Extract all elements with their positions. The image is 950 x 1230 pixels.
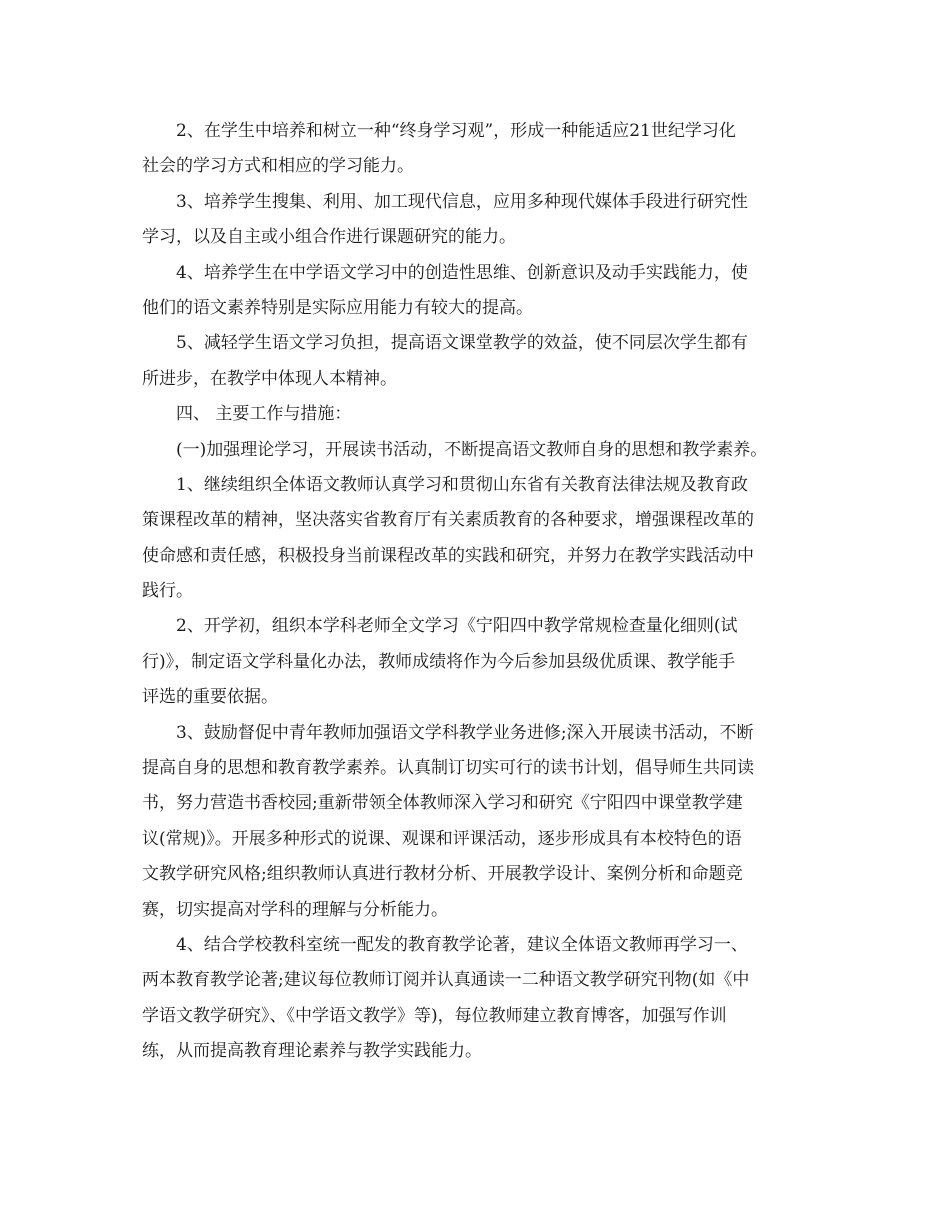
paragraph <box>142 468 814 610</box>
text-line: 文教学研究风格;组织教师认真进行教材分析、开展教学设计、案例分析和命题竞 <box>142 864 743 885</box>
text-line: 4、培养学生在中学语文学习中的创造性思维、创新意识及动手实践能力，使 <box>176 262 748 283</box>
text-line: 使命感和责任感，积极投身当前课程改革的实践和研究，并努力在教学实践活动中 <box>142 545 754 566</box>
text-line: 1、继续组织全体语文教师认真学习和贯彻山东省有关教育法律法规及教育政 <box>176 474 748 495</box>
paragraph <box>142 185 814 256</box>
paragraph <box>142 256 814 327</box>
paragraph <box>142 716 814 928</box>
text-line: 5、减轻学生语文学习负担，提高语文课堂教学的效益，使不同层次学生都有 <box>176 333 748 354</box>
text-line: 评选的重要依据。 <box>142 687 278 708</box>
text-line: (一)加强理论学习，开展读书活动，不断提高语文教师自身的思想和教学素养。 <box>176 439 768 460</box>
text-line: 书，努力营造书香校园;重新带领全体教师深入学习和研究《宁阳四中课堂教学建 <box>142 793 743 814</box>
text-line: 练，从而提高教育理论素养与教学实践能力。 <box>142 1041 482 1062</box>
text-line: 所进步，在教学中体现人本精神。 <box>142 368 397 389</box>
text-line: 提高自身的思想和教育教学素养。认真制订切实可行的读书计划，倡导师生共同读 <box>142 758 754 779</box>
paragraph <box>142 397 814 432</box>
text-line: 学习，以及自主或小组合作进行课题研究的能力。 <box>142 227 516 248</box>
paragraph <box>142 114 814 185</box>
text-line: 2、在学生中培养和树立一种“终身学习观”，形成一种能适应21世纪学习化 <box>176 121 736 141</box>
text-line: 四、 主要工作与措施： <box>176 404 352 425</box>
text-line: 策课程改革的精神，坚决落实省教育厅有关素质教育的各种要求，增强课程改革的 <box>142 510 754 531</box>
text-line: 社会的学习方式和相应的学习能力。 <box>142 156 414 177</box>
document-body <box>142 114 814 1070</box>
text-line: 赛，切实提高对学科的理解与分析能力。 <box>142 899 448 920</box>
paragraph <box>142 326 814 397</box>
text-line: 4、结合学校教科室统一配发的教育教学论著，建议全体语文教师再学习一、 <box>176 934 748 955</box>
text-line: 2、开学初，组织本学科老师全文学习《宁阳四中教学常规检查量化细则(试 <box>176 616 738 637</box>
text-line: 两本教育教学论著;建议每位教师订阅并认真通读一二种语文教学研究刊物(如《中 <box>142 970 750 991</box>
text-line: 他们的语文素养特别是实际应用能力有较大的提高。 <box>142 297 533 318</box>
paragraph <box>142 928 814 1070</box>
text-line: 行)》，制定语文学科量化办法，教师成绩将作为今后参加县级优质课、教学能手 <box>142 651 736 672</box>
text-line: 践行。 <box>142 581 193 602</box>
text-line: 3、培养学生搜集、利用、加工现代信息，应用多种现代媒体手段进行研究性 <box>176 191 748 212</box>
text-line: 学语文教学研究》、《中学语文教学》等)，每位教师建立教育博客，加强写作训 <box>142 1005 727 1026</box>
text-line: 议(常规)》。开展多种形式的说课、观课和评课活动，逐步形成具有本校特色的语 <box>142 828 742 849</box>
text-line: 3、鼓励督促中青年教师加强语文学科教学业务进修;深入开展读书活动，不断 <box>176 722 754 743</box>
paragraph <box>142 609 814 715</box>
paragraph <box>142 433 814 468</box>
